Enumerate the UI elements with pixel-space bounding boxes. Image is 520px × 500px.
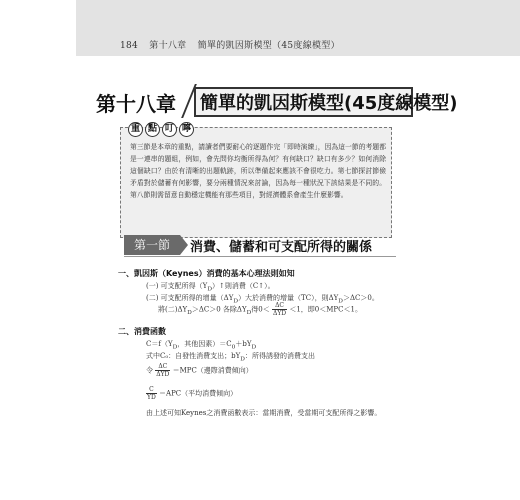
key-tag-char: 重 — [128, 122, 143, 137]
part1-line3: 將(二)$\Delta Y_D>\Delta C>0$ 各除$\Delta Y_D$得0＜ $\frac{\Delta C}{\text{ΔYD}}$ ＜1，即0＜MPC＜1。 — [158, 302, 362, 317]
chapter-heading — [96, 86, 458, 116]
header-title: 簡單的凱因斯模型（45度線模型） — [197, 41, 340, 51]
part2-line1: $C=f(Y_D$，其他因素）$=C_0+bY_D$ — [146, 340, 257, 351]
apc-fraction: $\frac{C}{YD}$ — [147, 386, 156, 401]
section-title: 消費、儲蓄和可支配所得的關係 — [190, 240, 373, 255]
running-header-text — [120, 38, 348, 51]
key-tag-char: 嚀 — [179, 122, 194, 137]
part2-heading: 二、消費函數 — [118, 327, 166, 336]
chapter-title: 簡單的凱因斯模型(45度線模型) — [200, 93, 458, 114]
page-number: 184 — [120, 41, 139, 51]
part2-apc-line: $\frac{C}{YD}$ ＝APC（平均消費傾向） — [147, 386, 238, 401]
section-rule — [124, 256, 396, 257]
mpc-fraction: $\frac{\Delta C}{\text{ΔYD}}$ — [273, 302, 287, 317]
part2-conclusion: 由上述可知Keynes之消費函數表示：當期消費，受當期可支配所得之影響。 — [146, 409, 382, 417]
page-bottom-margin — [0, 468, 520, 500]
mpc-fraction: $\frac{\Delta C}{\text{ΔYD}}$ — [156, 363, 170, 378]
key-tag-char: 叮 — [162, 122, 177, 137]
part1-heading: 一、凱因斯（Keynes）消費的基本心理法則如知 — [118, 269, 295, 278]
running-header — [76, 0, 520, 56]
section-label: 第一節 — [124, 235, 180, 255]
key-points-tag — [128, 122, 194, 136]
header-chapter: 第十八章 — [149, 41, 187, 51]
chapter-number: 第十八章 — [96, 92, 176, 116]
section-heading — [124, 235, 396, 255]
part1-line2: (二) 可支配所得的增量$(\Delta Y_D)$大於消費的增量（TC），則$\Delta Y_D>\Delta C>0$。 — [146, 294, 379, 305]
part2-mpc-line: 令 $\frac{\Delta C}{\text{ΔYD}}$ ＝MPC（邊際消費傾向） — [146, 363, 253, 378]
key-points-text: 第三節是本章的重點，請讀者們要耐心的逐題作完「即時演練」，因為這一節的考題都是一連串的題組，例如，會先問你均衡所得為何？有何缺口？缺口有多少？如何消除這個缺口？由於有清晰的出題軌跡，所以準備起來應該不會很吃力。第七節探討節儉矛盾對於儲蓄有何影響，要分兩種情況來討論，因為每一種狀況下該結果是不同的。第八節則需留意自動穩定機能有那些項目，對經濟體系會產生什麼影響。 — [130, 143, 386, 199]
key-tag-char: 點 — [145, 122, 160, 137]
part2-line2: 式中C₀：自發性消費支出；$bY_D$：所得誘發的消費支出 — [146, 352, 315, 363]
part1-line1: (一) 可支配所得$(Y_D)↑$則消費（C↑）。 — [146, 282, 275, 293]
